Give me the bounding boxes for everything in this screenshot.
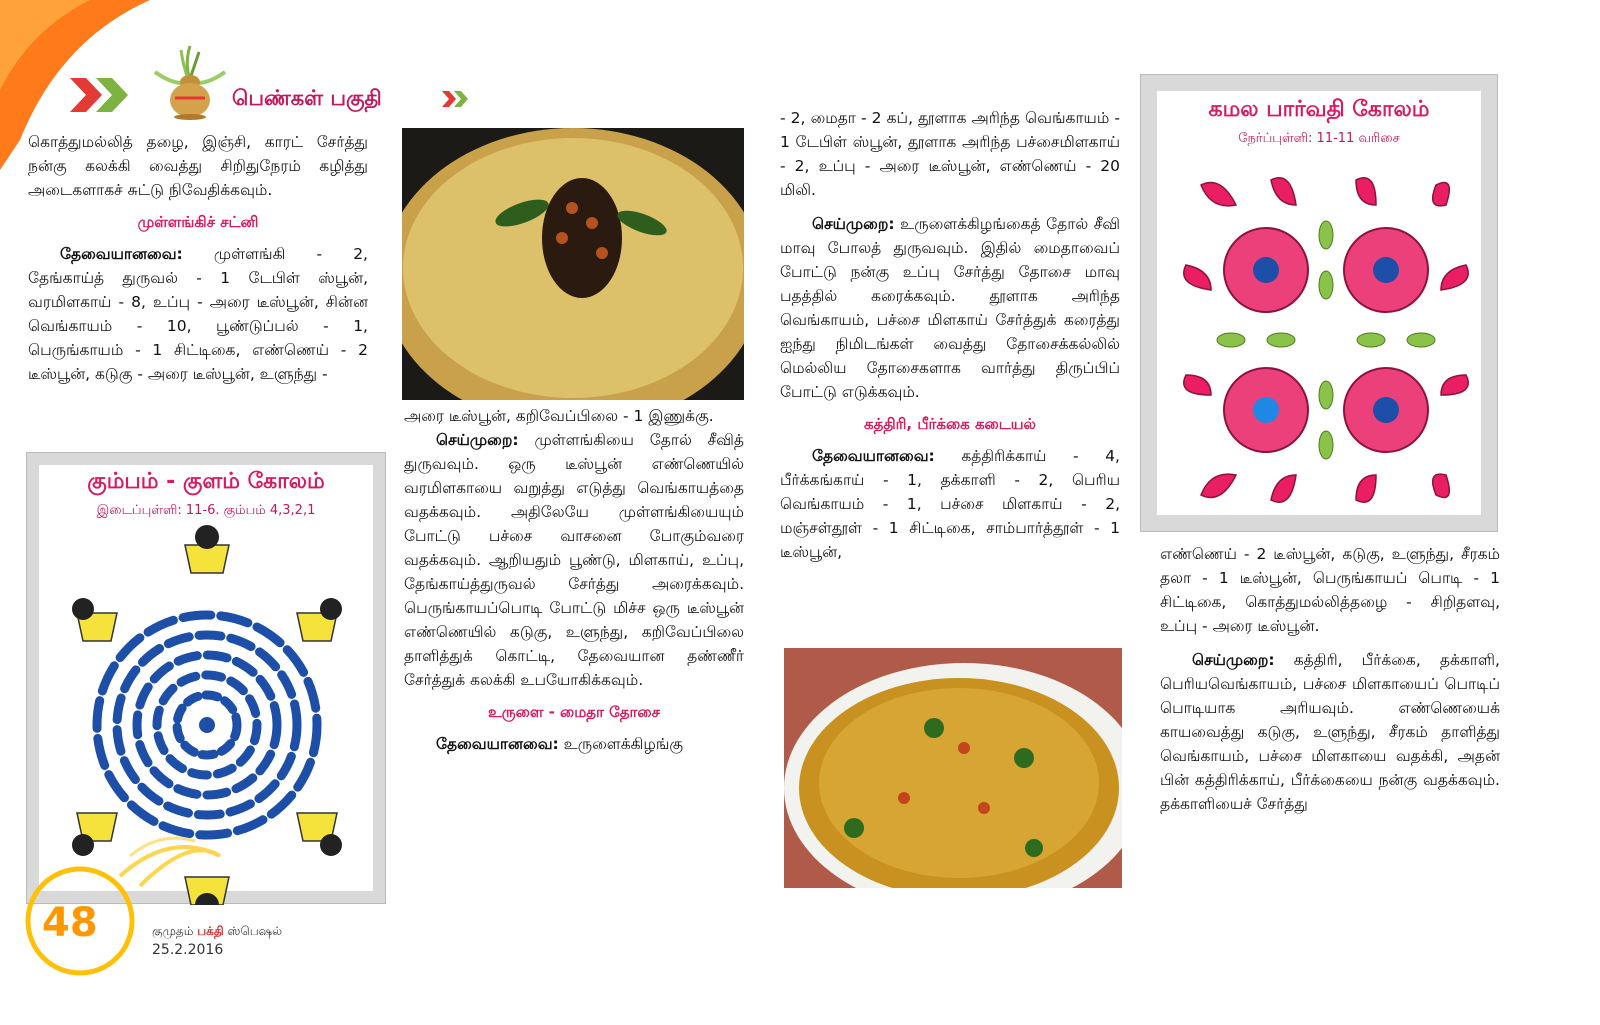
- column-4: [1160, 542, 1500, 816]
- ingredients-paragraph: [28, 242, 368, 386]
- ingredients-label: தேவையானவை:: [60, 245, 183, 263]
- kalasam-pot-icon: [145, 42, 235, 120]
- intro-paragraph: கொத்துமல்லித் தழை, இஞ்சி, காரட் சேர்த்து நன்கு கலக்கி வைத்து சிறிதுநேரம் கழித்து அடைகளாகச் சுட்டு நிவேதிக்கவும்.: [28, 133, 368, 199]
- recipe-title-potato-maida-dosa: உருளை - மைதா தோசை: [488, 703, 660, 721]
- method-label: செய்முறை:: [436, 431, 519, 449]
- method-text: கத்திரி, பீர்க்கை, தக்காளி, பெரியவெங்காயம், பச்சை மிளகாயைப் பொடிப் பொடியாக அரியவும். எண்ணெயைக் காயவைத்து கடுகு, உளுந்து, சீரகம் தாளித்து வெங்காயம், பச்சை மிளகாயை வதக்கி, அதன் பின் கத்திரிக்காய், பீர்க்கையை நன்கு வதக்கவும். தக்காளியைச் சேர்த்து: [1160, 651, 1500, 813]
- ingredients-label: தேவையானவை:: [812, 447, 935, 465]
- issue-date: 25.2.2016: [152, 942, 224, 958]
- col3-continuation: - 2, மைதா - 2 கப், தூளாக அரிந்த வெங்காயம் - 1 டேபிள் ஸ்பூன், தூளாக அரிந்த பச்சைமிளகாய் - 2, உப்பு - அரை டீஸ்பூன், எண்ணெய் - 20 மிலி.: [780, 109, 1120, 199]
- kamala-parvathi-kolam-box: [1140, 74, 1498, 532]
- small-chevron-icon: [440, 88, 470, 110]
- ingredients-text: முள்ளங்கி - 2, தேங்காய்த் துருவல் - 1 டேபிள் ஸ்பூன், வரமிளகாய் - 8, உப்பு - அரை டீஸ்பூன், சின்ன வெங்காயம் - 10, பூண்டுப்பல் - 1, பெருங்காயம் - 1 சிட்டிகை, எண்ணெய் - 2 டீஸ்பூன், கடுகு - அரை டீஸ்பூன், உளுந்து -: [28, 245, 368, 383]
- chevron-arrows-icon: [68, 70, 138, 120]
- kolam-subtitle: இடைப்புள்ளி: 11-6. கும்பம் 4,3,2,1: [96, 503, 316, 518]
- col4-method-paragraph: [1160, 648, 1500, 816]
- col2-ingredients-paragraph: [404, 732, 744, 756]
- magazine-name-bhakthi: பக்தி: [197, 924, 224, 938]
- chutney-photo: [402, 128, 744, 400]
- col4-continuation: எண்ணெய் - 2 டீஸ்பூன், கடுகு, உளுந்து, சீரகம் தலா - 1 டீஸ்பூன், பெருங்காயப் பொடி - 1 சிட்டிகை, கொத்துமல்லித்தழை - சிறிதளவு, உப்பு - அரை டீஸ்பூன்.: [1160, 545, 1500, 635]
- magazine-name-special: ஸ்பெஷல்: [227, 924, 283, 938]
- col2-method-paragraph: [404, 428, 744, 692]
- column-2: [404, 404, 744, 756]
- ingredients-text: கத்திரிக்காய் - 4, பீர்க்கங்காய் - 1, தக்காளி - 2, பெரிய வெங்காயம் - 1, பச்சை மிளகாய் - 2, மஞ்சள்தூள் - 1 சிட்டிகை, சாம்பார்த்தூள் - 1 டீஸ்பூன்,: [780, 447, 1120, 561]
- magazine-name: [152, 924, 282, 940]
- kolam-title: கமல பார்வதி கோலம்: [1208, 97, 1430, 122]
- kadaiyal-photo: [784, 648, 1122, 888]
- kolam-subtitle: நேர்ப்புள்ளி: 11-11 வரிசை: [1238, 131, 1400, 146]
- ingredients-label: தேவையானவை:: [436, 735, 559, 753]
- section-title: பெண்கள் பகுதி: [232, 86, 382, 110]
- method-text: உருளைக்கிழங்கைத் தோல் சீவி மாவு போலத் துருவவும். இதில் மைதாவைப் போட்டு நன்கு உப்பு சேர்த்து தோசை மாவு பதத்தில் கரைக்கவும். தூளாக அரிந்த வெங்காயம், பச்சை மிளகாய் சேர்த்துக் கரைத்து ஐந்து நிமிடங்கள் வைத்து தோசைக்கல்லில் மெல்லிய தோசைகளாக வார்த்து திருப்பிப் போட்டு எடுக்கவும்.: [780, 215, 1120, 401]
- ingredients-text: உருளைக்கிழங்கு: [563, 735, 684, 753]
- column-3: [780, 106, 1120, 564]
- method-label: செய்முறை:: [812, 215, 895, 233]
- col2-continuation: அரை டீஸ்பூன், கறிவேப்பிலை - 1 இணுக்கு.: [404, 407, 714, 425]
- magazine-name-kumudam: குமுதம்: [152, 924, 194, 938]
- method-text: முள்ளங்கியை தோல் சீவித் துருவவும். ஒரு டீஸ்பூன் எண்ணெயில் வரமிளகாயை வறுத்து எடுத்து வெங்காயத்தை வதக்கவும். அதிலேயே முள்ளங்கியையும் போட்டு பச்சை வாசனை போகும்வரை வதக்கவும். ஆறியதும் பூண்டு, மிளகாய், உப்பு, தேங்காய்த்துருவல் சேர்த்து அரைக்கவும். பெருங்காயப்பொடி போட்டு மிச்ச ஒரு டீஸ்பூன் எண்ணெயில் கடுகு, உளுந்து, கறிவேப்பிலை தாளித்துக் கொட்டி, தேவையான தண்ணீர் சேர்த்துக் கலக்கி உபயோகிக்கவும்.: [404, 431, 744, 689]
- recipe-title-brinjal-ridgegourd: கத்திரி, பீர்க்கை கடையல்: [863, 415, 1037, 433]
- col3-ingredients-paragraph: [780, 444, 1120, 564]
- kamala-kolam-drawing: [1181, 175, 1471, 505]
- col3-method-paragraph: [780, 212, 1120, 404]
- recipe-title-radish-chutney: முள்ளங்கிச் சட்னி: [137, 213, 259, 231]
- method-label: செய்முறை:: [1192, 651, 1275, 669]
- kolam-title: கும்பம் - குளம் கோலம்: [87, 469, 325, 494]
- page-number: 48: [42, 900, 98, 946]
- column-1: [28, 130, 368, 386]
